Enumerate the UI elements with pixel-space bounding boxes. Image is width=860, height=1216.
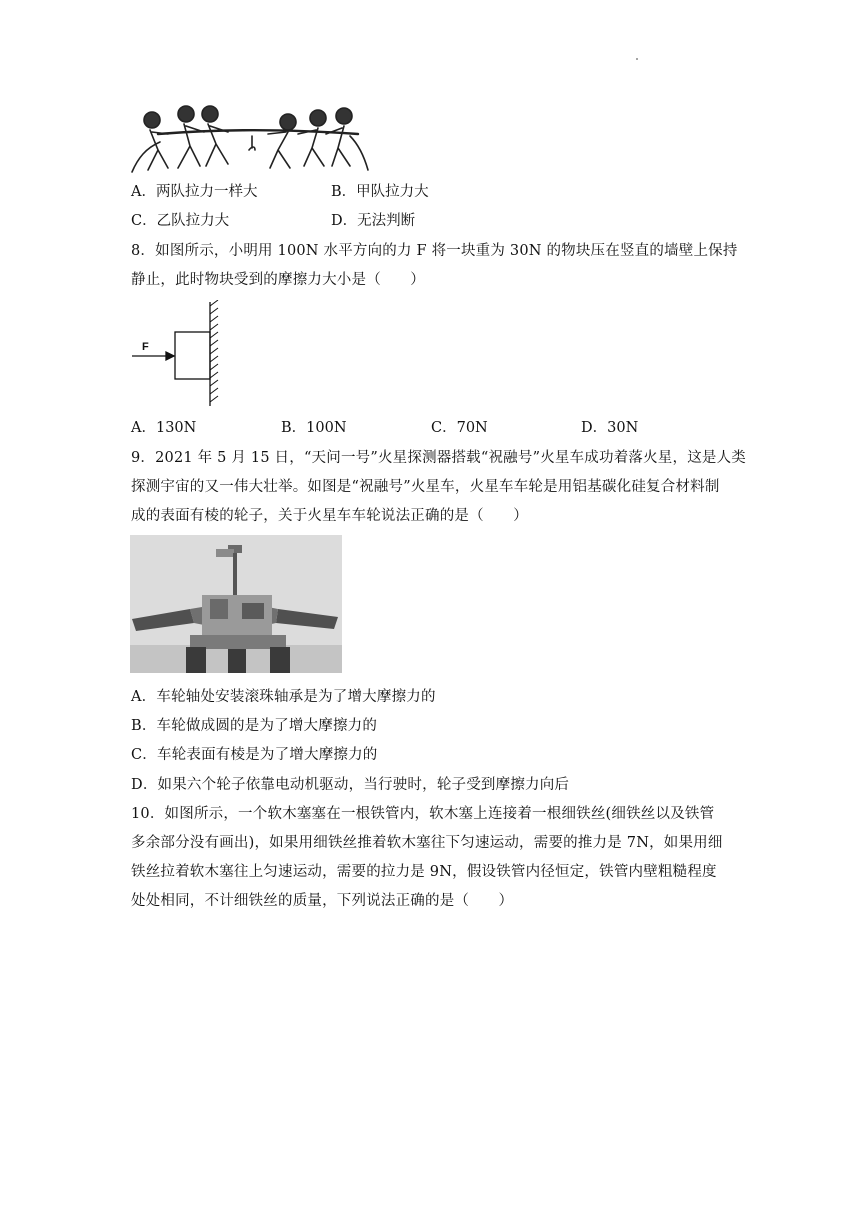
q10-stem-line3: 铁丝拉着软木塞往上匀速运动，需要的拉力是 9N，假设铁管内径恒定，铁管内壁粗糙程度 — [131, 864, 717, 880]
q8-option-c: C．70N — [431, 420, 488, 436]
q9-option-b: B．车轮做成圆的是为了增大摩擦力的 — [131, 718, 378, 734]
q8-option-b: B．100N — [281, 420, 347, 436]
q9-option-a: A．车轮轴处安装滚珠轴承是为了增大摩擦力的 — [131, 689, 436, 705]
tug-of-war-figure — [128, 100, 373, 176]
q10-stem-line2: 多余部分没有画出)，如果用细铁丝推着软木塞往下匀速运动，需要的推力是 7N，如果用细 — [131, 835, 723, 851]
q9-stem-line2: 探测宇宙的又一伟大壮举。如图是“祝融号”火星车，火星车车轮是用铝基碳化硅复合材料制 — [131, 479, 720, 495]
force-label: F — [142, 341, 149, 353]
q8-option-a: A．130N — [131, 420, 197, 436]
q7-option-b: B．甲队拉力大 — [331, 184, 429, 200]
page-dot — [636, 58, 638, 60]
mars-rover-photo — [130, 535, 342, 673]
q9-stem-line1: 9．2021 年 5 月 15 日，“天问一号”火星探测器搭载“祝融号”火星车成功着落火星，这是人类 — [131, 450, 746, 466]
q9-option-d: D．如果六个轮子依靠电动机驱动，当行驶时，轮子受到摩擦力向后 — [131, 777, 570, 793]
q7-option-a: A．两队拉力一样大 — [131, 184, 258, 200]
q9-stem-line3: 成的表面有棱的轮子，关于火星车车轮说法正确的是（ ） — [131, 508, 528, 524]
q10-stem-line4: 处处相同，不计细铁丝的质量，下列说法正确的是（ ） — [131, 893, 514, 909]
q7-option-c: C．乙队拉力大 — [131, 213, 230, 229]
q10-stem-line1: 10．如图所示，一个软木塞塞在一根铁管内，软木塞上连接着一根细铁丝(细铁丝以及铁管 — [131, 806, 715, 822]
q7-option-d: D．无法判断 — [331, 213, 416, 229]
q8-stem-line2: 静止，此时物块受到的摩擦力大小是（ ） — [131, 272, 425, 288]
q8-option-d: D．30N — [581, 420, 639, 436]
q8-stem-line1: 8．如图所示，小明用 100N 水平方向的力 F 将一块重为 30N 的物块压在竖直的墙壁上保持 — [131, 243, 738, 259]
block-wall-figure — [128, 300, 228, 410]
q9-option-c: C．车轮表面有棱是为了增大摩擦力的 — [131, 747, 378, 763]
